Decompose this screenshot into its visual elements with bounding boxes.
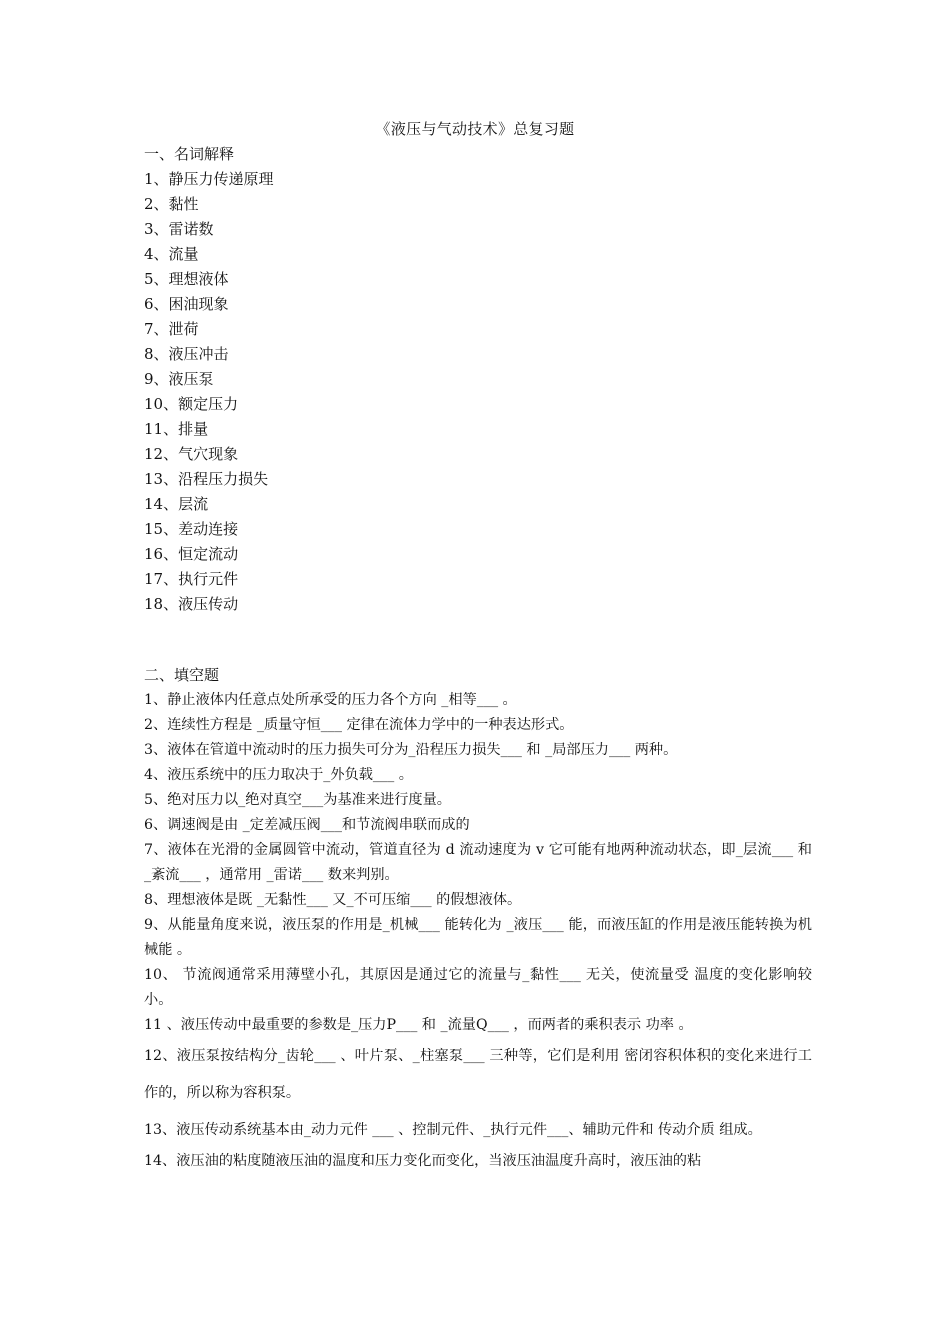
term-item: 17、执行元件 bbox=[144, 570, 239, 588]
document-title: 《液压与气动技术》总复习题 bbox=[375, 120, 575, 138]
term-item: 16、恒定流动 bbox=[144, 545, 239, 563]
question-item: 3、液体在管道中流动时的压力损失可分为_沿程压力损失___ 和 _局部压力___ 两种。 bbox=[144, 742, 678, 758]
term-item: 11、排量 bbox=[144, 420, 209, 438]
term-item: 18、液压传动 bbox=[144, 595, 239, 613]
question-item: 2、连续性方程是 _质量守恒___ 定律在流体力学中的一种表达形式。 bbox=[144, 717, 574, 733]
term-item: 8、液压冲击 bbox=[144, 345, 229, 363]
term-item: 1、静压力传递原理 bbox=[144, 170, 274, 188]
question-item: 4、液压系统中的压力取决于_外负载___ 。 bbox=[144, 767, 413, 783]
term-item: 9、液压泵 bbox=[144, 370, 214, 388]
question-item: 5、绝对压力以_绝对真空___为基准来进行度量。 bbox=[144, 792, 451, 808]
term-item: 10、额定压力 bbox=[144, 395, 239, 413]
question-item: 6、调速阀是由 _定差减压阀___和节流阀串联而成的 bbox=[144, 817, 470, 833]
term-item: 7、泄荷 bbox=[144, 320, 199, 338]
term-item: 3、雷诺数 bbox=[144, 220, 214, 238]
term-item: 14、层流 bbox=[144, 495, 209, 513]
section-heading: 二、填空题 bbox=[144, 666, 220, 684]
term-item: 6、困油现象 bbox=[144, 295, 229, 313]
question-item: 7、液体在光滑的金属圆管中流动，管道直径为 d 流动速度为 v 它可能有地两种流动状态，即_层流___ 和 _紊流___ ，通常用 _雷诺___ 数来判别。 bbox=[144, 842, 812, 883]
term-item: 4、流量 bbox=[144, 245, 199, 263]
section-definitions bbox=[144, 142, 814, 617]
question-item: 1、静止液体内任意点处所承受的压力各个方向 _相等___ 。 bbox=[144, 692, 517, 708]
term-item: 15、差动连接 bbox=[144, 520, 239, 538]
term-item: 12、气穴现象 bbox=[144, 445, 239, 463]
question-item: 9、从能量角度来说，液压泵的作用是_机械___ 能转化为 _液压___ 能，而液压缸的作用是液压能转换为机械能 。 bbox=[144, 917, 812, 958]
section-heading: 一、名词解释 bbox=[144, 145, 235, 163]
question-item: 8、理想液体是既 _无黏性___ 又_不可压缩___ 的假想液体。 bbox=[144, 892, 522, 908]
term-item: 5、理想液体 bbox=[144, 270, 229, 288]
section-fill-in-blank bbox=[144, 663, 812, 1174]
term-item: 2、黏性 bbox=[144, 195, 199, 213]
question-item: 10、 节流阀通常采用薄壁小孔，其原因是通过它的流量与_黏性___ 无关，使流量受 温度的变化影响较小。 bbox=[144, 967, 812, 1008]
term-item: 13、沿程压力损失 bbox=[144, 470, 269, 488]
question-item: 13、液压传动系统基本由_动力元件 ___ 、控制元件、_执行元件___、辅助元件和 传动介质 组成。 bbox=[144, 1122, 762, 1138]
question-item: 14、液压油的粘度随液压油的温度和压力变化而变化，当液压油温度升高时，液压油的粘 bbox=[144, 1153, 702, 1169]
question-item: 12、液压泵按结构分_齿轮___ 、叶片泵、_柱塞泵___ 三种等，它们是利用 密闭容积体积的变化来进行工作的，所以称为容积泵。 bbox=[144, 1048, 812, 1101]
question-item: 11 、液压传动中最重要的参数是_压力P___ 和 _流量Q___ ，而两者的乘积表示 功率 。 bbox=[144, 1017, 693, 1033]
